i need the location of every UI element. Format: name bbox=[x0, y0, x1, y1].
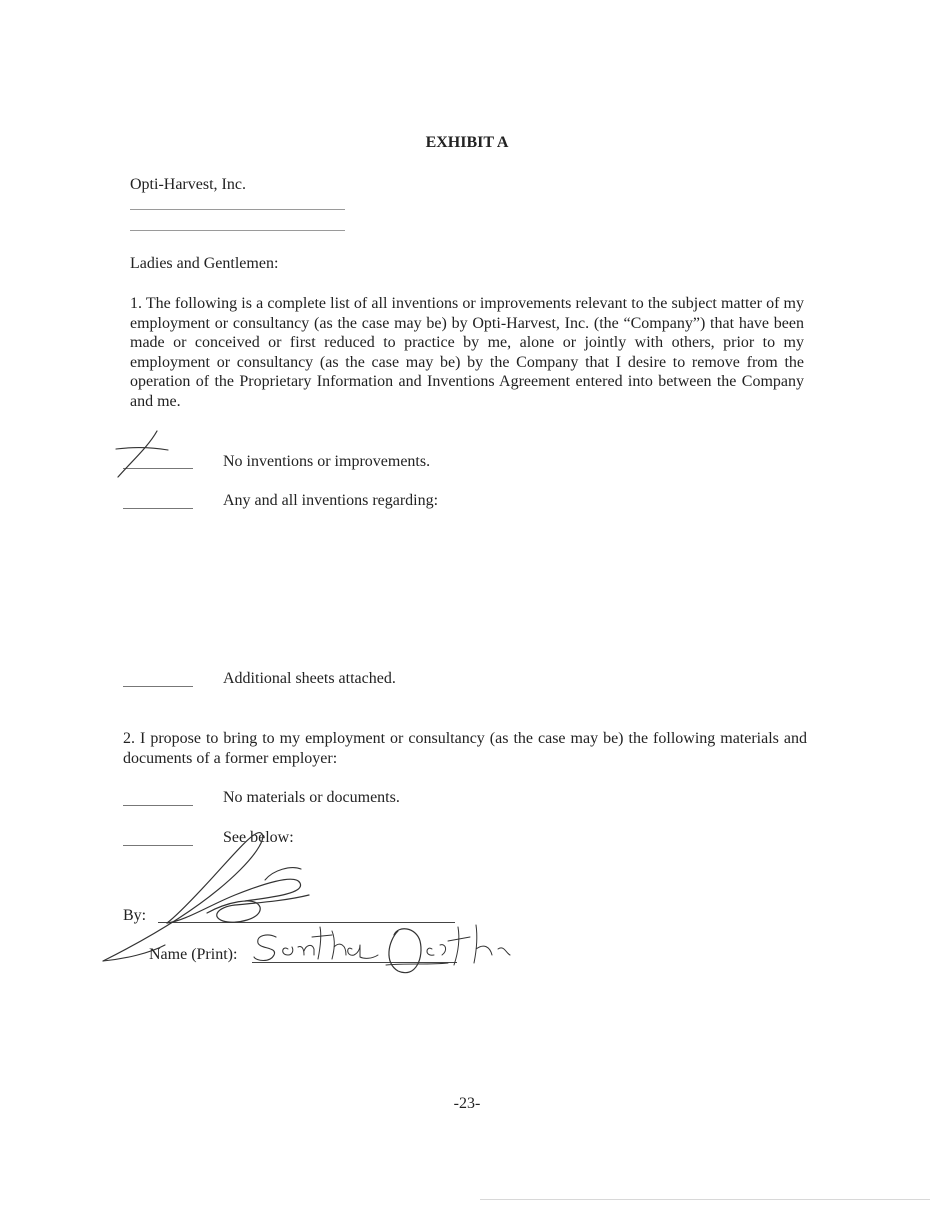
blank-line-additional-sheets bbox=[123, 686, 193, 687]
address-line-2 bbox=[130, 230, 345, 231]
option-any-inventions-label: Any and all inventions regarding: bbox=[223, 492, 439, 509]
option-no-inventions-label: No inventions or improvements. bbox=[223, 453, 431, 470]
handwritten-printed-name bbox=[248, 905, 518, 985]
name-print-label: Name (Print): bbox=[149, 946, 238, 963]
page-number: -23- bbox=[453, 1095, 481, 1112]
addressee-company: Opti-Harvest, Inc. bbox=[130, 176, 246, 193]
blank-line-no-materials bbox=[123, 805, 193, 806]
section-2-paragraph: 2. I propose to bring to my employment or consultancy (as the case may be) the following materials and documents of a former employer: bbox=[123, 730, 807, 767]
blank-line-any-inventions bbox=[123, 508, 193, 509]
section-1-paragraph: 1. The following is a complete list of all inventions or improvements relevant to the subject matter of my employment or consultancy (as the case may be) by Opti-Harvest, Inc. (the “Company”) that have been made or conceived or first reduced to practice by me, alone or jointly with others, prior to my employment or consultancy (as the case may be) by the Company that I desire to remove from the operation of the Proprietary Information and Inventions Agreement entered into between the Company and me. bbox=[130, 295, 804, 410]
salutation: Ladies and Gentlemen: bbox=[130, 255, 279, 272]
option-no-materials-label: No materials or documents. bbox=[223, 789, 400, 806]
exhibit-title: EXHIBIT A bbox=[425, 134, 509, 151]
option-additional-sheets-label: Additional sheets attached. bbox=[223, 670, 396, 687]
by-label: By: bbox=[123, 907, 147, 924]
scan-edge-line bbox=[480, 1199, 930, 1200]
option-see-below-label: See below: bbox=[223, 829, 294, 846]
address-line-1 bbox=[130, 209, 345, 210]
check-mark-icon bbox=[110, 425, 200, 485]
